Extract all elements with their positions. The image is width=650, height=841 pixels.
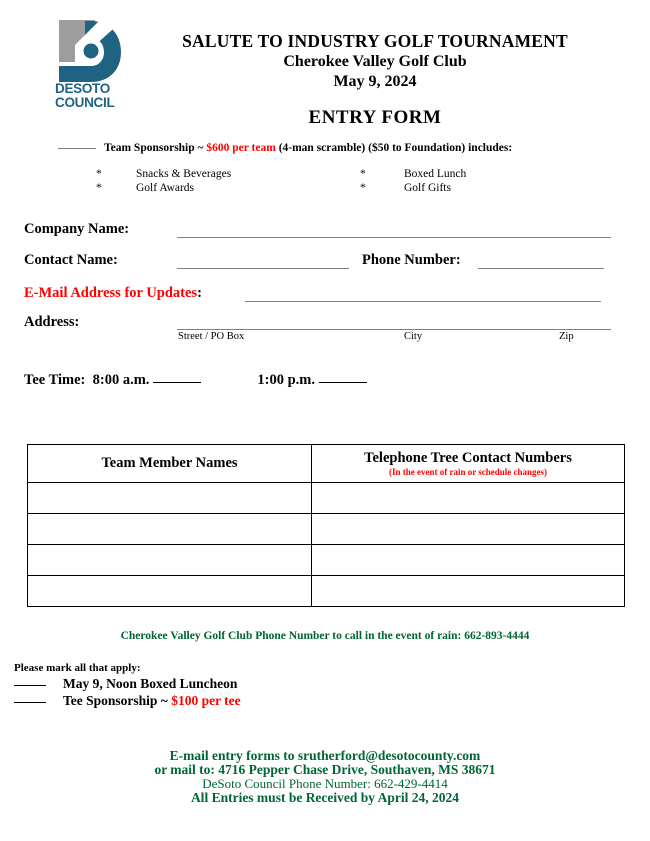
team-sponsorship-line	[58, 142, 512, 154]
team-member-name-cell[interactable]	[28, 483, 312, 514]
tee-time-morning-label: 8:00 a.m.	[92, 372, 150, 388]
tee-time-morning-blank[interactable]	[153, 382, 201, 383]
email-input[interactable]	[245, 301, 601, 302]
table-row	[28, 514, 625, 545]
team-member-phone-cell[interactable]	[312, 483, 625, 514]
include-star-right-1: *	[360, 168, 366, 180]
desoto-logo-mark	[55, 18, 125, 84]
table-header-team-members-label: Team Member Names	[101, 455, 238, 471]
footer-mail-line: or mail to: 4716 Pepper Chase Drive, Southaven, MS 38671	[154, 762, 496, 777]
rain-phone-notice: Cherokee Valley Golf Club Phone Number to call in the event of rain: 662-893-4444	[120, 630, 530, 642]
include-star-left-1: *	[96, 168, 102, 180]
table-row	[28, 576, 625, 607]
phone-number-input[interactable]	[478, 268, 604, 269]
tee-time-afternoon-label: 1:00 p.m.	[257, 372, 316, 388]
footer-phone-line: DeSoto Council Phone Number: 662-429-4414	[202, 776, 448, 791]
tee-time-label: Tee Time:	[24, 372, 86, 388]
address-input[interactable]	[177, 329, 611, 330]
sponsorship-suffix: (4-man scramble) ($50 to Foundation) includes:	[275, 142, 513, 154]
include-star-left-2: *	[96, 182, 102, 194]
include-right-1: Boxed Lunch	[404, 168, 467, 180]
sponsorship-price: $600 per team	[206, 142, 276, 154]
logo-line-1: DESOTO	[55, 81, 110, 96]
team-member-name-cell[interactable]	[28, 576, 312, 607]
event-date: May 9, 2024	[333, 73, 417, 90]
logo-line-2: COUNCIL	[55, 94, 115, 110]
team-member-phone-cell[interactable]	[312, 576, 625, 607]
team-member-phone-cell[interactable]	[312, 545, 625, 576]
team-member-name-cell[interactable]	[28, 514, 312, 545]
address-label: Address:	[24, 314, 80, 330]
option-tee-sponsorship-checkbox[interactable]	[14, 702, 46, 703]
address-sub-zip: Zip	[559, 331, 574, 342]
team-sponsorship-checkbox-blank[interactable]	[58, 148, 96, 149]
company-name-label: Company Name:	[24, 221, 130, 237]
tee-time-row	[24, 372, 371, 389]
contact-name-input[interactable]	[177, 268, 349, 269]
table-header-row	[28, 445, 625, 483]
company-name-input[interactable]	[177, 237, 611, 238]
email-label-colon: :	[197, 285, 202, 301]
table-row	[28, 483, 625, 514]
desoto-council-logo	[55, 18, 125, 110]
table-header-phone-tree-sublabel: (In the event of rain or schedule changes)	[388, 466, 548, 477]
option-tee-sponsorship-price: $100 per tee	[171, 693, 241, 708]
team-member-name-cell[interactable]	[28, 545, 312, 576]
include-right-2: Golf Gifts	[404, 182, 451, 194]
contact-name-label: Contact Name:	[24, 252, 118, 268]
tee-time-afternoon-blank[interactable]	[319, 382, 367, 383]
option-boxed-luncheon-checkbox[interactable]	[14, 685, 46, 686]
entry-form-heading: ENTRY FORM	[308, 107, 442, 128]
address-sub-street: Street / PO Box	[178, 331, 245, 342]
option-tee-sponsorship	[14, 693, 241, 709]
include-left-1: Snacks & Beverages	[136, 168, 232, 180]
option-tee-sponsorship-label: Tee Sponsorship ~	[63, 693, 172, 708]
option-boxed-luncheon-label: May 9, Noon Boxed Luncheon	[63, 676, 238, 691]
email-label	[24, 285, 202, 302]
venue-name: Cherokee Valley Golf Club	[283, 53, 467, 70]
table-header-team-members	[28, 445, 312, 483]
footer-email-line: E-mail entry forms to srutherford@desotocounty.com	[169, 748, 481, 763]
email-label-text: E-Mail Address for Updates	[24, 285, 198, 301]
table-row	[28, 545, 625, 576]
footer-deadline-line: All Entries must be Received by April 24, 2024	[190, 790, 460, 805]
team-members-table	[27, 444, 625, 607]
include-left-2: Golf Awards	[136, 182, 195, 194]
table-header-phone-tree-label: Telephone Tree Contact Numbers	[364, 449, 572, 466]
table-header-phone-tree	[312, 445, 625, 483]
option-boxed-luncheon	[14, 676, 237, 692]
include-star-right-2: *	[360, 182, 366, 194]
options-heading: Please mark all that apply:	[14, 662, 141, 674]
team-member-phone-cell[interactable]	[312, 514, 625, 545]
sponsorship-prefix: Team Sponsorship ~	[104, 142, 207, 154]
phone-number-label: Phone Number:	[362, 252, 461, 268]
page-title: SALUTE TO INDUSTRY GOLF TOURNAMENT	[182, 31, 568, 51]
address-sub-city: City	[404, 331, 423, 342]
logo-wordmark	[55, 82, 125, 109]
